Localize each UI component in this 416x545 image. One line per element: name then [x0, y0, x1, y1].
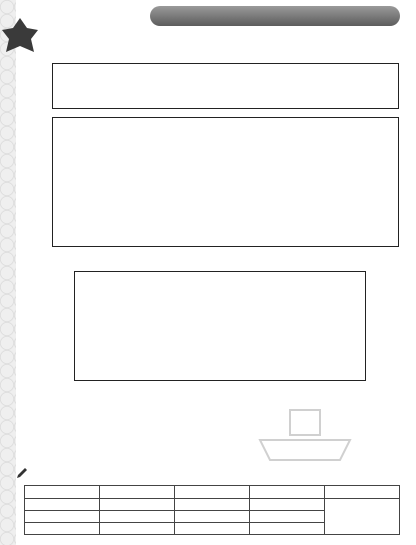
ship-watermark-icon [250, 405, 360, 465]
total-score [325, 499, 400, 535]
pencil-icon [16, 467, 28, 479]
task-title-banner [150, 6, 400, 26]
header-points-per-task [250, 486, 325, 499]
header-total [325, 486, 400, 499]
cell [175, 511, 250, 523]
page-number-leaf-icon [0, 16, 40, 56]
top-row-pictures [52, 63, 399, 109]
cell [25, 511, 100, 523]
cell [250, 523, 325, 535]
cell [25, 499, 100, 511]
cell [25, 523, 100, 535]
cell [250, 499, 325, 511]
cell [100, 523, 175, 535]
cell [175, 499, 250, 511]
header-question-count [100, 486, 175, 499]
table-row [25, 499, 400, 511]
cell [175, 523, 250, 535]
header-points-per-question [175, 486, 250, 499]
cell [250, 511, 325, 523]
score-table [24, 485, 400, 535]
score-header-row [25, 486, 400, 499]
cell [100, 511, 175, 523]
cell [100, 499, 175, 511]
search-grid-pictures [52, 117, 399, 247]
header-task-number [25, 486, 100, 499]
ring-pairs-grid [74, 271, 366, 381]
